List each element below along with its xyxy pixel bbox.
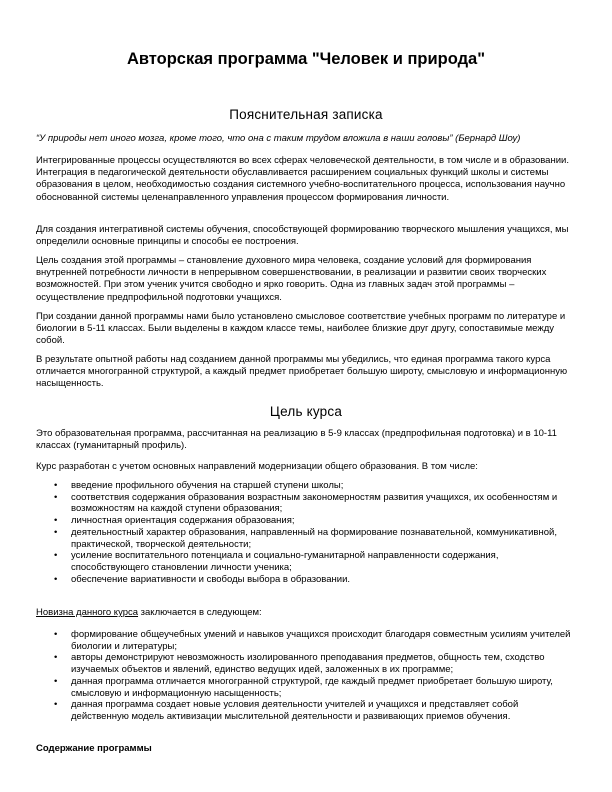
goal-bullet-list (36, 480, 576, 585)
list-item-text: деятельностный характер образования, направленный на формирование познавательной, коммуникативной, практической, творческой деятельности; (71, 526, 557, 550)
list-item-text: усиление воспитательного потенциала и социально-гуманитарной направленности содержания, способствующего становлении личности ученика; (71, 550, 499, 573)
list-item-text: введение профильного обучения на старшей ступени школы; (71, 480, 344, 491)
list-item (36, 480, 576, 492)
paragraph-5: В результате опытной работы над созданием данной программы мы убедились, что единая программа такого курса отличается многогранной структурой, а каждый предмет приобретает большую широту, смысловую и информационную насыщенность. (36, 354, 568, 390)
epigraph-quote: “У природы нет иного мозга, кроме того, что она с таким трудом вложила в наши головы” (Бернард Шоу) (36, 133, 521, 144)
paragraph-4: При создании данной программы нами было установлено смысловое соответствие учебных программ по литературе и биологии в 5-11 классах. Были выделены в каждом классе темы, наиболее близкие друг другу, сопоставимые между собой. (36, 311, 566, 347)
bullet-icon: • (54, 491, 58, 503)
list-item (36, 550, 576, 573)
bullet-icon: • (54, 699, 58, 711)
list-item-text: данная программа отличается многогранной структурой, где каждый предмет приобретает большую широту, смысловую и информационную насыщенность; (71, 675, 553, 699)
list-item-text: личностная ориентация содержания образования; (71, 515, 295, 527)
list-item (36, 676, 576, 699)
document-title: Авторская программа "Человек и природа" (126, 50, 486, 68)
bullet-icon: • (54, 526, 58, 538)
list-item-text: соответствия содержания образования возрастным закономерностям развития учащихся, их особенностям и возможностям на каждой ступени образования; (71, 491, 558, 515)
list-item-text: формирование общеучебных умений и навыков учащихся происходит благодаря совместным усилиям учителей биологии и литературы; (71, 629, 571, 652)
section-heading-program-content: Содержание программы (36, 743, 152, 754)
list-item (36, 574, 576, 586)
list-item-text: обеспечение вариативности и свободы выбора в образовании. (71, 573, 351, 585)
novelty-bullet-list (36, 629, 576, 723)
list-item (36, 515, 576, 527)
section-heading-explanatory-note: Пояснительная записка (229, 107, 383, 122)
bullet-icon: • (54, 550, 58, 562)
goal-paragraph-2: Курс разработан с учетом основных направлений модернизации общего образования. В том числе: (36, 461, 478, 472)
paragraph-2: Для создания интегративной системы обучения, способствующей формированию творческого мышления учащихся, мы определили основные принципы и способы ее построения. (36, 224, 569, 248)
bullet-icon: • (54, 629, 58, 640)
novelty-rest: заключается в следующем: (138, 607, 262, 618)
list-item (36, 652, 576, 675)
novelty-paragraph (36, 607, 576, 619)
goal-paragraph-1: Это образовательная программа, рассчитанная на реализацию в 5-9 классах (предпрофильная подготовка) и в 10-11 классах (гуманитарный профиль). (36, 428, 557, 452)
bullet-icon: • (54, 480, 58, 491)
paragraph-3: Цель создания этой программы – становление духовного мира человека, создание условий для формирования внутренней потребности личности в непрерывном совершенствовании, в реализации и развитии своих творческих возможностей. При этом ученик учится свободно и ярко говорить. Одна из главных задач этой программы – осуществление предпрофильной подготовки учащихся. (36, 255, 547, 303)
section-heading-course-goal: Цель курса (269, 404, 343, 419)
bullet-icon: • (54, 652, 58, 664)
list-item (36, 699, 576, 722)
list-item (36, 527, 576, 550)
list-item-text: авторы демонстрируют невозможность изолированного преподавания предметов, общность тем, сходство изучаемых объектов и явлений, единство ведущих идей, заложенных в их программе; (71, 652, 545, 676)
list-item (36, 629, 576, 652)
paragraph-1: Интегрированные процессы осуществляются во всех сферах человеческой деятельности, в том числе и в образовании. Интеграция в педагогической деятельности обуславливается расширением социальных функций школы и системы образования в целом, необходимостью создания системного учебно-воспитательного процесса, использования научно обоснованной системы целенаправленного управления процессом формирования личности. (36, 155, 569, 203)
list-item (36, 492, 576, 515)
bullet-icon: • (54, 675, 58, 687)
novelty-label: Новизна данного курса (36, 607, 139, 618)
bullet-icon: • (54, 573, 58, 585)
bullet-icon: • (54, 515, 58, 527)
list-item-text: данная программа создает новые условия деятельности учителей и учащихся и представляет собой действенную модель активизации мыслительной деятельности и развивающих приемов обучения. (71, 699, 519, 722)
